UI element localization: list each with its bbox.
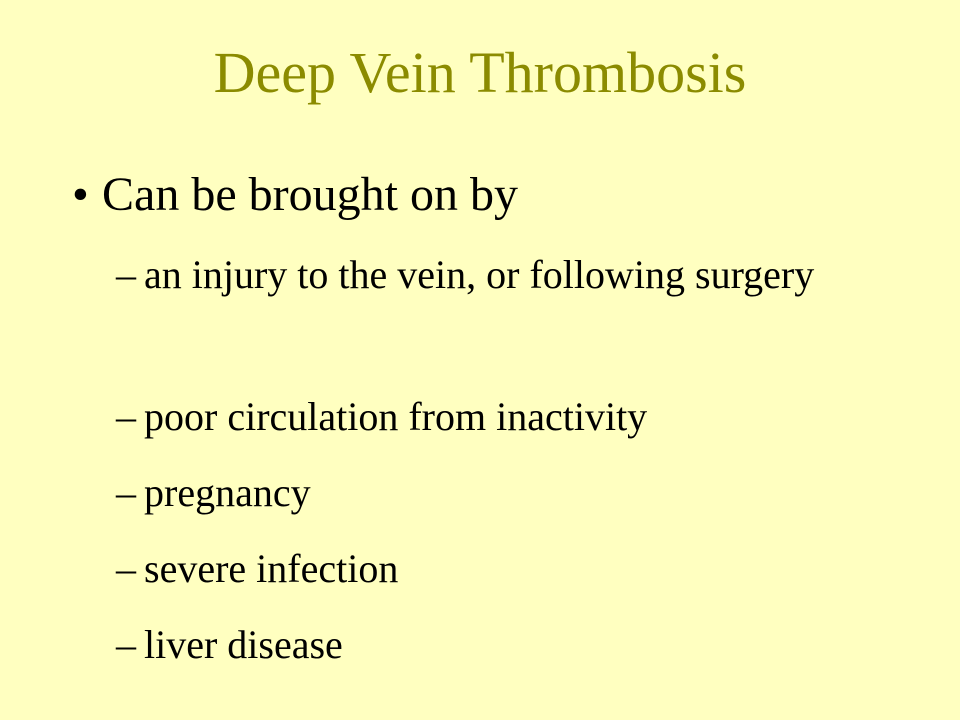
sub-bullet-item — [116, 546, 844, 592]
sub-bullet-text: an injury to the vein, or following surgery — [144, 252, 815, 297]
sub-bullet-item — [116, 252, 844, 298]
bullet-glyph: • — [72, 168, 89, 221]
sub-bullet-text: liver disease — [144, 622, 343, 667]
dash-glyph: – — [116, 546, 136, 591]
sub-bullet-item — [116, 394, 844, 440]
sub-bullet-item — [116, 622, 844, 668]
dash-glyph: – — [116, 394, 136, 439]
sub-bullet-text: pregnancy — [144, 470, 311, 515]
bullet-item — [72, 165, 518, 225]
dash-glyph: – — [116, 622, 136, 667]
sub-bullet-text: poor circulation from inactivity — [144, 394, 648, 439]
sub-bullet-item — [116, 470, 844, 516]
sub-bullet-text: severe infection — [144, 546, 399, 591]
slide-title: Deep Vein Thrombosis — [213, 40, 747, 105]
dash-glyph: – — [116, 470, 136, 515]
bullet-text: Can be brought on by — [102, 168, 518, 221]
dash-glyph: – — [116, 252, 136, 297]
